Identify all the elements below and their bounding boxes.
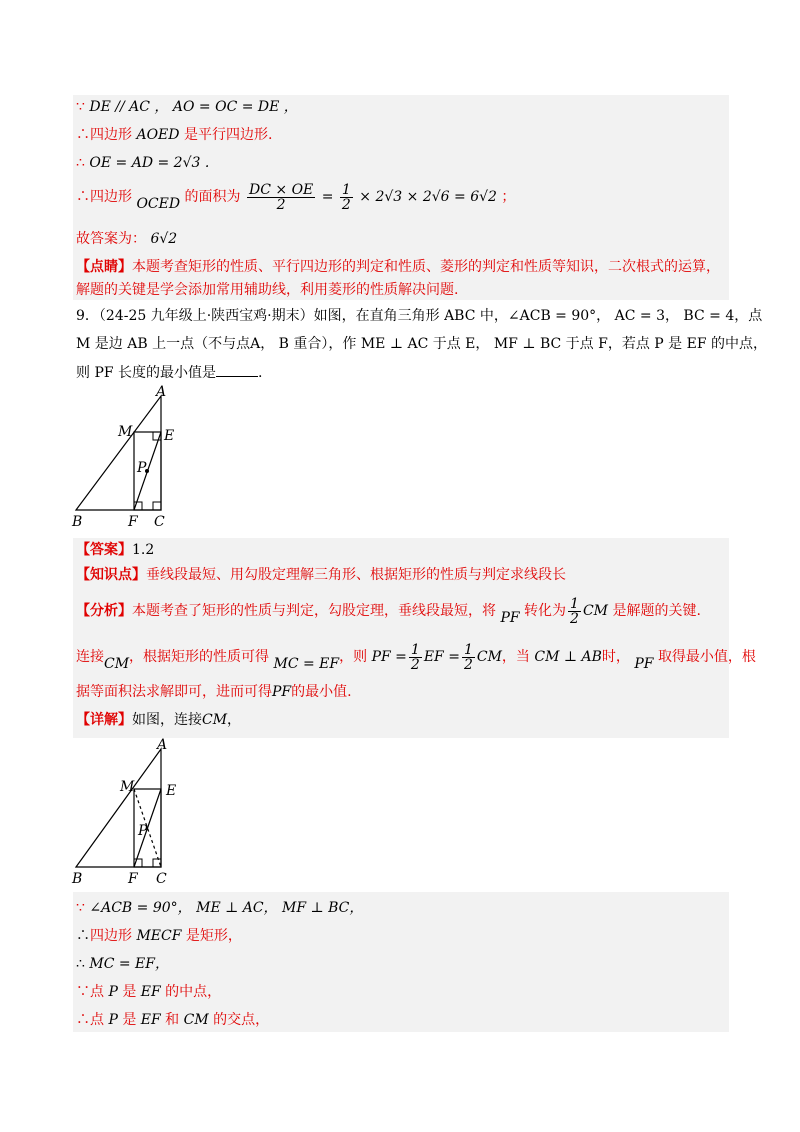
right-angle-c (153, 502, 161, 510)
triangle-abc (76, 396, 161, 510)
proof-line-3: ∴ MC = EF， (76, 956, 169, 972)
label-p: P (137, 460, 147, 476)
sol8-line-7: 解题的关键是学会添加常用辅助线，利用菱形的性质解决问题. (76, 282, 459, 298)
label-e-2: E (166, 783, 177, 799)
proof-line-2: ∴四边形 MECF 是矩形， (76, 928, 242, 944)
proof-line-5: ∴点 P 是 EF 和 CM 的交点， (76, 1012, 270, 1028)
knowledge-line: 【知识点】垂线段最短、用勾股定理解三角形、根据矩形的性质与判定求线段长 (76, 567, 566, 583)
q9-line-1: 9．（24-25 九年级上·陕西宝鸡·期末）如图，在直角三角形 ABC 中，∠ACB = 90°， AC = 3， BC = 4，点 (76, 308, 763, 324)
label-e: E (164, 428, 175, 444)
sol8-line-6: 【点睛】本题考查矩形的性质、平行四边形的判定和性质、菱形的判定和性质等知识，二次根式的运算， (76, 259, 720, 275)
detail-line: 【详解】如图，连接CM， (76, 712, 242, 728)
label-m: M (118, 424, 133, 440)
sol8-line-3: ∴ OE = AD = 2√3 . (76, 155, 210, 171)
q9-line-2: M 是边 AB 上一点（不与点A， B 重合），作 ME ⊥ AC 于点 E， MF ⊥ BC 于点 F，若点 P 是 EF 的中点， (76, 336, 767, 352)
analysis-line-1: 【分析】本题考查了矩形的性质与判定，勾股定理，垂线段最短，将 PF 转化为 $\frac{1}{2}$ CM 是解题的关键. (76, 595, 701, 627)
answer-line: 【答案】1.2 (76, 542, 155, 558)
analysis-line-3: 据等面积法求解即可，进而可得PF的最小值. (76, 684, 352, 700)
triangle-figure-2 (68, 735, 188, 887)
label-c: C (154, 514, 165, 530)
label-f-2: F (128, 871, 138, 887)
label-c-2: C (156, 871, 167, 887)
label-a-2: A (157, 737, 168, 753)
label-b-2: B (72, 871, 83, 887)
label-b: B (72, 514, 83, 530)
answer-blank (216, 362, 258, 377)
label-f: F (128, 514, 138, 530)
proof-line-1: ∵ ∠ACB = 90°， ME ⊥ AC， MF ⊥ BC， (76, 900, 364, 916)
q9-line-3: 则 PF 长度的最小值是 . (76, 362, 263, 383)
sol8-line-1: ∵ DE // AC ， AO = OC = DE ， (76, 99, 298, 115)
area-fraction: $\frac{DC \times OE}{2}$ (249, 181, 314, 213)
sol8-line-5: 故答案为： 6√2 (76, 231, 178, 247)
triangle-figure-1 (68, 384, 188, 532)
triangle-abc-2 (76, 749, 161, 867)
label-m-2: M (120, 779, 135, 795)
sol8-line-4: ∴四边形 OCED 的面积为 $\frac{DC \times OE}{2}$ = $\frac{1}{2}$ × 2√3 × 2√6 = 6√2 ； (76, 181, 516, 213)
half-fraction: $\frac{1}{2}$ (341, 181, 351, 213)
sol8-line-2: ∴四边形 AOED 是平行四边形. (76, 127, 273, 143)
proof-line-4: ∵点 P 是 EF 的中点， (76, 984, 222, 1000)
label-p-2: P (138, 823, 148, 839)
analysis-line-2: 连接CM，根据矩形的性质可得 MC = EF，则 PF = $\frac{1}{2}$ EF = $\frac{1}{2}$ CM，当 CM ⊥ AB时， PF 取得最小值，根 (76, 641, 756, 673)
label-a: A (156, 384, 167, 400)
